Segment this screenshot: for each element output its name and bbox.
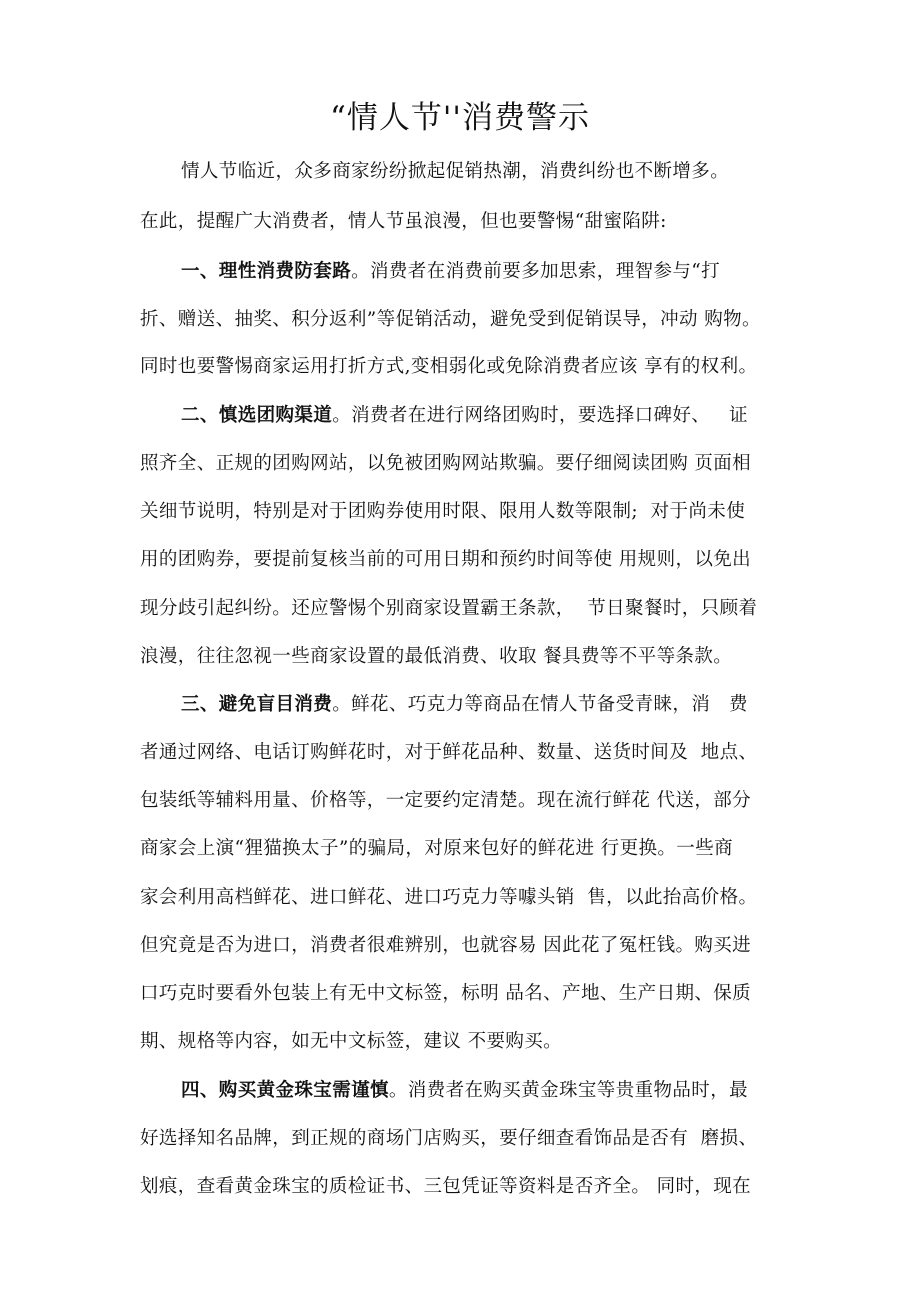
paragraph-line — [140, 1124, 757, 1150]
line-text: 期、规格等内容，如无中文标签，建议 不要购买。 — [140, 1031, 563, 1052]
line-text: 同时也要警惕商家运用打折方式,变相弱化或免除消费者应该 享有的权利。 — [140, 356, 758, 377]
section-heading: 二、慎选团购渠道 — [181, 405, 333, 426]
line-text: 商家会上演“狸猫换太子”的骗局，对原来包好的鲜花进 行更换。一些商 — [140, 838, 733, 859]
paragraph-line — [140, 642, 732, 668]
line-text: 包装纸等辅料用量、价格等，一定要约定清楚。现在流行鲜花 代送，部分 — [140, 790, 752, 811]
paragraph-line — [140, 207, 667, 233]
paragraph-line — [181, 157, 729, 183]
line-text: 现分歧引起纠纷。还应警惕个别商家设置霸王条款， 节日聚餐时，只顾着 — [140, 598, 758, 619]
line-text: 家会利用高档鲜花、进口鲜花、进口巧克力等噱头销 售，以此抬高价格。 — [140, 887, 758, 908]
paragraph-line — [140, 786, 751, 812]
section-heading-line — [181, 401, 748, 427]
line-text: 好选择知名品牌，到正规的商场门店购买，要仔细查看饰品是否有 磨损、 — [140, 1128, 758, 1149]
line-text: 。消费者在购买黄金珠宝等贵重物品时，最 — [388, 1080, 749, 1101]
paragraph-line — [140, 883, 757, 909]
paragraph-line — [140, 594, 757, 620]
line-text: 用的团购券，要提前复核当前的可用日期和预约时间等使 用规则，以免出 — [140, 549, 752, 570]
section-heading: 一、理性消费防套路 — [181, 261, 352, 282]
line-text: 划痕，查看黄金珠宝的质检证书、三包凭证等资料是否齐全。 同时，现在 — [140, 1176, 752, 1197]
paragraph-line — [140, 979, 751, 1005]
line-text: 关细节说明，特别是对于团购券使用时限、限用人数等限制; 对于尚未使 — [140, 501, 746, 522]
line-text: 在此，提醒广大消费者，情人节虽浪漫，但也要警惕“甜蜜陷阱: — [140, 211, 667, 232]
document-title: “情人节''消费警示 — [330, 100, 590, 136]
line-text: 。消费者在进行网络团购时，要选择口碑好、 证 — [332, 405, 748, 426]
line-text: 。消费者在消费前要多加思索，理智参与“打 — [351, 261, 721, 282]
paragraph-line — [140, 1027, 562, 1053]
paragraph-line — [140, 738, 757, 764]
paragraph-line — [140, 449, 751, 475]
section-heading: 四、购买黄金珠宝需谨慎 — [181, 1080, 389, 1101]
paragraph-line — [140, 834, 733, 860]
section-heading-line — [181, 257, 720, 283]
line-text: 但究竟是否为进口，消费者很难辨别，也就容易 因此花了冤枉钱。购买进 — [140, 935, 752, 956]
line-text: 照齐全、正规的团购网站，以免被团购网站欺骗。要仔细阅读团购 页面相 — [140, 453, 752, 474]
line-text: 者通过网络、电话订购鲜花时，对于鲜花品种、数量、送货时间及 地点、 — [140, 742, 758, 763]
section-heading-line — [181, 690, 748, 716]
line-text: 。鲜花、巧克力等商品在情人节备受青睐，消 费 — [332, 694, 748, 715]
paragraph-line — [140, 931, 751, 957]
paragraph-line — [140, 305, 761, 331]
line-text: 情人节临近，众多商家纷纷掀起促销热潮，消费纠纷也不断增多。 — [181, 161, 730, 182]
paragraph-line — [140, 1172, 751, 1198]
line-text: 折、赠送、抽奖、积分返利”等促销活动，避免受到促销误导，冲动 购物。 — [140, 309, 761, 330]
section-heading: 三、避免盲目消费 — [181, 694, 333, 715]
paragraph-line — [140, 545, 751, 571]
line-text: 浪漫，往往忽视一些商家设置的最低消费、收取 餐具费等不平等条款。 — [140, 646, 733, 667]
line-text: 口巧克时要看外包装上有无中文标签，标明 品名、产地、生产日期、保质 — [140, 983, 752, 1004]
paragraph-line — [140, 497, 745, 523]
paragraph-line — [140, 352, 757, 378]
section-heading-line — [181, 1076, 748, 1102]
